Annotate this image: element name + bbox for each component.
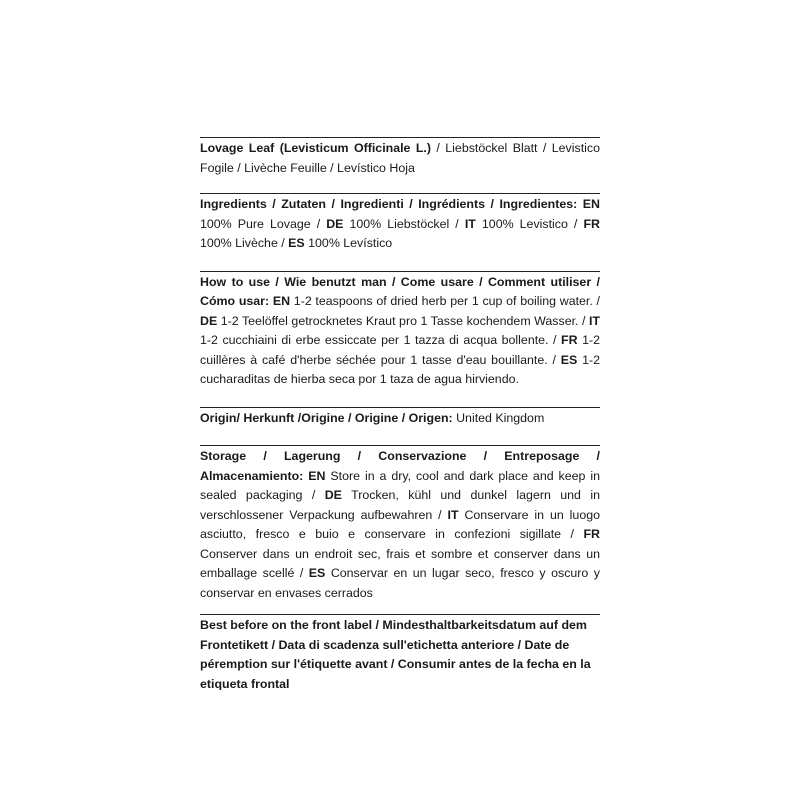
lang-code-fr: FR (561, 333, 578, 347)
storage-it: Conservare in un luogo asciutto, fresco e buio e conservare in confezioni sigillate / (200, 507, 600, 541)
lang-code-it: IT (464, 216, 476, 231)
ingredients-es: 100% Levístico (304, 236, 393, 250)
ingredients-it: 100% Levistico / (475, 216, 584, 231)
storage-de: Trocken, kühl und dunkel lagern und in verschlossener Verpackung aufbewahren / (200, 488, 600, 522)
lang-code-es: ES (288, 236, 305, 250)
best-before-section (200, 614, 600, 690)
lang-code-fr: FR (583, 216, 600, 231)
ingredients-en: 100% Pure Lovage / (200, 216, 327, 231)
how-to-use-en: 1-2 teaspoons of dried herb per 1 cup of boiling water. / (290, 294, 600, 308)
lang-code-fr: FR (583, 527, 600, 541)
storage-section (200, 445, 600, 603)
how-to-use-es: 1-2 cucharaditas de hierba seca por 1 taza de agua hirviendo. (200, 352, 600, 386)
how-to-use-it: 1-2 cucchiaini di erbe essiccate per 1 tazza di acqua bollente. / (200, 333, 562, 347)
origin-heading: Origin/ Herkunft /Origine / Origine / Origen: (200, 410, 453, 425)
best-before-text: Best before on the front label / Mindesthaltbarkeitsdatum auf dem Frontetikett / Data di scadenza sull'etichetta anteriore / Date de péremption sur l'étiquette avant / Consumir antes de la fecha en la etiqueta frontal (200, 618, 591, 690)
ingredients-section (200, 193, 600, 254)
lang-code-es: ES (308, 566, 326, 580)
storage-fr: Conserver dans un endroit sec, frais et sombre et conserver dans un emballage scellé / (200, 546, 600, 580)
how-to-use-heading: How to use / Wie benutzt man / Come usare / Comment utiliser / Cómo usar: (200, 274, 600, 308)
ingredients-fr: 100% Livèche / (200, 236, 289, 250)
storage-es: Conservar en un lugar seco, fresco y oscuro y conservar en envases cerrados (200, 566, 601, 600)
ingredients-heading: Ingredients / Zutaten / Ingredienti / Ingrédients / Ingredientes: (200, 197, 583, 211)
lang-code-it: IT (588, 313, 600, 328)
product-name-section (200, 137, 600, 178)
lang-code-it: IT (447, 507, 459, 522)
lang-code-es: ES (560, 352, 578, 367)
how-to-use-de: 1-2 Teelöffel getrocknetes Kraut pro 1 Tasse kochendem Wasser. / (217, 313, 589, 328)
how-to-use-section (200, 271, 600, 390)
origin-value: United Kingdom (452, 410, 545, 425)
product-name-translations: / Liebstöckel Blatt / Levistico Fogile / Livèche Feuille / Levístico Hoja (200, 141, 600, 175)
product-label (200, 137, 600, 690)
ingredients-de: 100% Liebstöckel / (343, 216, 465, 231)
lang-code-en: EN (272, 294, 291, 308)
origin-section (200, 407, 600, 429)
lang-code-en: EN (308, 468, 326, 483)
product-name-latin: Lovage Leaf (Levisticum Officinale L.) (200, 141, 431, 155)
storage-en: Store in a dry, cool and dark place and keep in sealed packaging / (200, 468, 600, 502)
lang-code-de: DE (326, 216, 344, 231)
lang-code-de: DE (200, 313, 218, 328)
lang-code-en: EN (582, 197, 600, 211)
storage-heading: Storage / Lagerung / Conservazione / Entreposage / Almacenamiento: (200, 449, 600, 483)
how-to-use-fr: 1-2 cuillères à café d'herbe séchée pour 1 tasse d'eau bouillante. / (200, 333, 600, 367)
lang-code-de: DE (324, 488, 342, 502)
